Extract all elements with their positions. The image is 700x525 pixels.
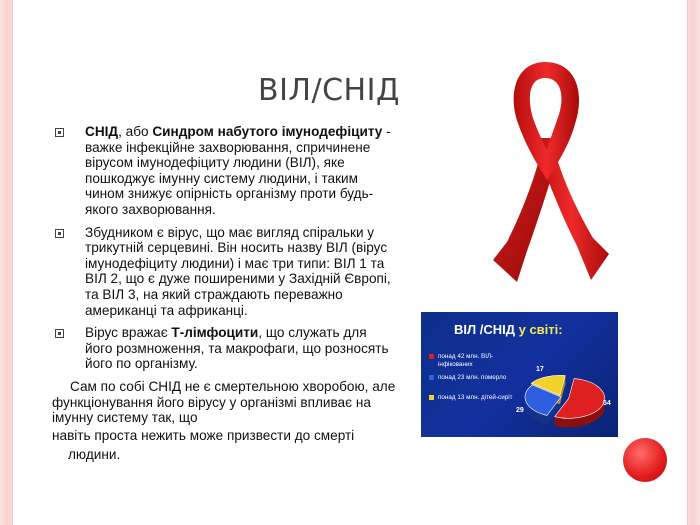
term-t-lymphocytes: Т-лімфоцити [171, 325, 259, 341]
bullet-target-cells [52, 325, 397, 372]
infographic-title-white: ВІЛ /СНІД [454, 322, 519, 337]
text: Збудником є вірус, що має вигляд спіральки у трикутній серцевині. Він носить назву ВІЛ (вірус імунодефіциту людини) і має три типи: ВІЛ 1 та ВІЛ 2, що є дуже поширеними у Західній Європі, та ВІЛ 3, на який страждають переважно американці та африканці. [85, 224, 391, 318]
bullet-square-icon [55, 329, 64, 338]
bullet-square-icon [55, 229, 64, 238]
left-decorative-rail [0, 0, 13, 525]
text: , або [118, 124, 153, 139]
text: - важке інфекційне захворювання, спричинене вірусом імунодефіциту людини (ВІЛ), яке пошкоджує імунну систему людини, і таким чином знижує опірність організму проти будь-якого захворювання. [85, 124, 391, 217]
paragraph-2: навіть проста нежить може призвести до смерті [52, 427, 355, 443]
pie-chart [421, 312, 618, 437]
legend-label: понад 13 млн. дітей-сиріт [438, 394, 513, 401]
aids-world-infographic [421, 312, 618, 437]
infographic-title-yellow: у світі: [518, 322, 563, 337]
pie-label-red: 54 [603, 400, 611, 407]
bullet-definition [52, 124, 397, 218]
right-decorative-rail [687, 0, 700, 525]
paragraph-3: людини. [68, 447, 121, 463]
pie-label-yellow: 17 [536, 366, 544, 373]
slide-title: ВІЛ/СНІД [258, 73, 400, 108]
decorative-red-circle [623, 438, 667, 482]
text: Вірус вражає [85, 325, 172, 341]
term-full-name: Синдром набутого імунодефіциту [152, 124, 383, 139]
legend-label: понад 42 млн. ВІЛ-інфікованих [438, 353, 494, 368]
pie-label-blue: 29 [516, 407, 524, 414]
term-sнід: СНІД [85, 124, 119, 139]
paragraph-1: Сам по собі СНІД не є смертельною хворобою, але функціонування його вірусу у організмі впливає на імунну систему так, що [52, 378, 396, 426]
legend-label: понад 23 млн. померло [438, 374, 507, 381]
bullet-square-icon [55, 128, 64, 137]
slide-body [52, 124, 397, 463]
bullet-pathogen [52, 225, 397, 319]
text: , що служать для його розмноження, та макрофаги, що розносять його по організму. [85, 325, 389, 372]
red-ribbon-icon [485, 56, 615, 286]
